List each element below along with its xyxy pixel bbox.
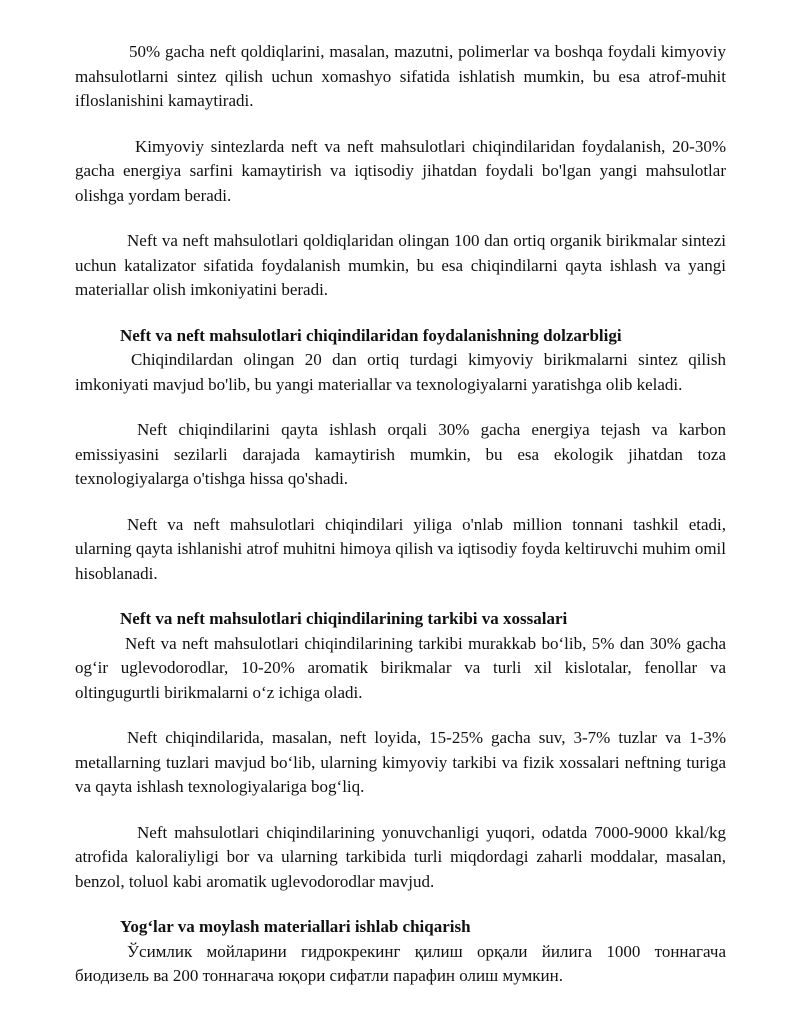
paragraph: Neft va neft mahsulotlari qoldiqlaridan olingan 100 dan ortiq organik birikmalar sintezi uchun katalizator sifatida foydalanish mumkin, bu esa chiqindilarni qayta ishlash va yangi materiallar olish imkoniyatini beradi. xyxy=(75,231,726,299)
section-heading: Neft va neft mahsulotlari chiqindilaridan foydalanishning dolzarbligi xyxy=(120,325,622,345)
section-heading: Neft va neft mahsulotlari chiqindilarining tarkibi va xossalari xyxy=(120,609,568,628)
section-heading: Yog‘lar va moylash materiallari ishlab chiqarish xyxy=(120,917,471,936)
paragraph: Chiqindilardan olingan 20 dan ortiq turdagi kimyoviy birikmalarni sintez qilish imkoniyati mavjud bo'lib, bu yangi materiallar va texnologiyalarni yaratishga olib keladi. xyxy=(75,350,726,394)
paragraph: Neft chiqindilarini qayta ishlash orqali 30% gacha energiya tejash va karbon emissiyasini sezilarli darajada kamaytirish mumkin, bu esa ekologik jihatdan toza texnologiyalarga o'tishga hissa qo'shadi. xyxy=(75,420,726,488)
paragraph: Neft va neft mahsulotlari chiqindilari yiliga o'nlab million tonnani tashkil etadi, ularning qayta ishlanishi atrof muhitni himoya qilish va iqtisodiy foyda keltiruvchi muhim omil hisoblanadi. xyxy=(75,514,726,583)
paragraph: Neft chiqindilarida, masalan, neft loyida, 15-25% gacha suv, 3-7% tuzlar va 1-3% metallarning tuzlari mavjud bo‘lib, ularning kimyoviy tarkibi va fizik xossalari neftning turiga va qayta ishlash texnologiyalariga bog‘liq. xyxy=(75,728,726,796)
paragraph: 50% gacha neft qoldiqlarini, masalan, mazutni, polimerlar va boshqa foydali kimyoviy mahsulotlarni sintez qilish uchun xomashyo sifatida ishlatish mumkin, bu esa atrof-muhit ifloslanishini kamaytiradi. xyxy=(75,42,726,110)
paragraph: Neft mahsulotlari chiqindilarining yonuvchanligi yuqori, odatda 7000-9000 kkal/kg atrofida kaloraliyligi bor va ularning tarkibida turli miqdordagi zaharli moddalar, masalan, benzol, toluol kabi aromatik uglevodorodlar mavjud. xyxy=(75,822,726,891)
paragraph: Kimyoviy sintezlarda neft va neft mahsulotlari chiqindilaridan foydalanish, 20-30% gacha energiya sarfini kamaytirish va iqtisodiy jihatdan foydali bo'lgan yangi mahsulotlar olishga yordam beradi. xyxy=(75,136,726,205)
paragraph: Neft va neft mahsulotlari chiqindilarining tarkibi murakkab bo‘lib, 5% dan 30% gacha og‘ir uglevodorodlar, 10-20% aromatik birikmalar va turli xil kislotalar, fenollar va oltingugurtli birikmalarni o‘z ichiga oladi. xyxy=(75,633,726,702)
paragraph: Ўсимлик мойларини гидрокрекинг қилиш орқали йилига 1000 тоннагача биодизель ва 200 тоннагача юқори сифатли парафин олиш мумкин. xyxy=(75,941,726,985)
